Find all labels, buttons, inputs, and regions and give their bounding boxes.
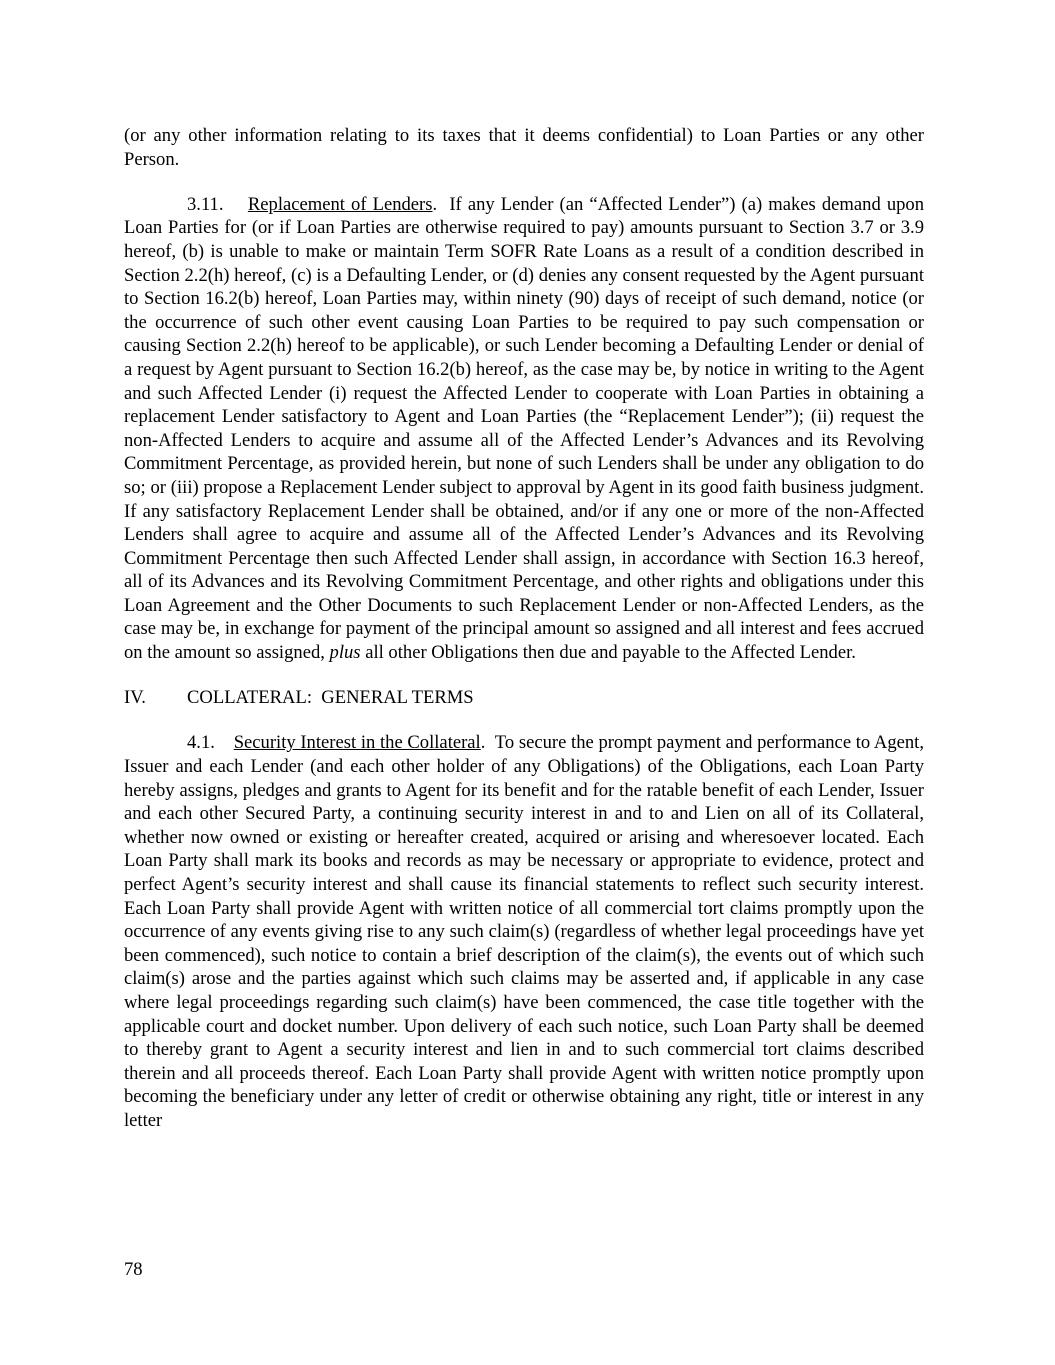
article-iv-title: COLLATERAL: GENERAL TERMS xyxy=(187,687,474,709)
article-iv-heading xyxy=(124,686,924,710)
page-number: 78 xyxy=(124,1259,143,1280)
continuation-paragraph: (or any other information relating to its taxes that it deems confidential) to Loan Parties or any other Person. xyxy=(124,125,924,170)
section-4-1-heading-punct: . xyxy=(480,732,486,754)
section-4-1-paragraph xyxy=(124,731,924,1132)
section-3-11-number: 3.11. xyxy=(187,193,224,215)
section-3-11-heading-punct: . xyxy=(432,193,438,215)
section-4-1-number: 4.1. xyxy=(187,732,215,754)
document-page xyxy=(124,124,924,1154)
section-3-11-body-part2: all other Obligations then due and payable to the Affected Lender. xyxy=(365,642,856,664)
section-3-11-heading: Replacement of Lenders xyxy=(247,193,433,215)
section-3-11-body-part1: If any Lender (an “Affected Lender”) (a) makes demand upon Loan Parties for (or if Loan Parties are otherwise required to pay) amounts pursuant to Section 3.7 or 3.9 hereof, (b) is unable to make or maintain Term SOFR Rate Loans as a result of a condition described in Section 2.2(h) hereof, (c) is a Defaulting Lender, or (d) denies any consent requested by the Agent pursuant to Section 16.2(b) hereof, Loan Parties may, within ninety (90) days of receipt of such demand, notice (or the occurrence of such other event causing Loan Parties to be required to pay such compensation or causing Section 2.2(h) hereof to be applicable), or such Lender becoming a Defaulting Lender or denial of a request by Agent pursuant to Section 16.2(b) hereof, as the case may be, by notice in writing to the Agent and such Affected Lender (i) request the Affected Lender to cooperate with Loan Parties in obtaining a replacement Lender satisfactory to Agent and Loan Parties (the “Replacement Lender”); (ii) request the non-Affected Lenders to acquire and assume all of the Affected Lender’s Advances and its Revolving Commitment Percentage, as provided herein, but none of such Lenders shall be under any obligation to do so; or (iii) propose a Replacement Lender subject to approval by Agent in its good faith business judgment. If any satisfactory Replacement Lender shall be obtained, and/or if any one or more of the non-Affected Lenders shall agree to acquire and assume all of the Affected Lender’s Advances and its Revolving Commitment Percentage then such Affected Lender shall assign, in accordance with Section 16.3 hereof, all of its Advances and its Revolving Commitment Percentage, and other rights and obligations under this Loan Agreement and the Other Documents to such Replacement Lender or non-Affected Lenders, as the case may be, in exchange for payment of the principal amount so assigned and all interest and fees accrued on the amount so assigned, xyxy=(124,193,925,664)
article-iv-numeral: IV. xyxy=(124,687,146,709)
section-3-11-body-italic: plus xyxy=(329,642,361,664)
section-4-1-body: To secure the prompt payment and performance to Agent, Issuer and each Lender (and each other holder of any Obligations) of the Obligations, each Loan Party hereby assigns, pledges and grants to Agent for its benefit and for the ratable benefit of each Lender, Issuer and each other Secured Party, a continuing security interest in and to and Lien on all of its Collateral, whether now owned or existing or hereafter created, acquired or arising and wheresoever located. Each Loan Party shall mark its books and records as may be necessary or appropriate to evidence, protect and perfect Agent’s security interest and shall cause its financial statements to reflect such security interest. Each Loan Party shall provide Agent with written notice of all commercial tort claims promptly upon the occurrence of any events giving rise to any such claim(s) (regardless of whether legal proceedings have yet been commenced), such notice to contain a brief description of the claim(s), the events out of which such claim(s) arose and the parties against which such claims may be asserted and, if applicable in any case where legal proceedings regarding such claim(s) have been commenced, the case title together with the applicable court and docket number. Upon delivery of each such notice, such Loan Party shall be deemed to thereby grant to Agent a security interest and lien in and to such commercial tort claims described therein and all proceeds thereof. Each Loan Party shall provide Agent with written notice promptly upon becoming the beneficiary under any letter of credit or otherwise obtaining any right, title or interest in any letter xyxy=(124,732,924,1131)
section-3-11-paragraph xyxy=(124,193,924,665)
section-4-1-heading: Security Interest in the Collateral xyxy=(233,732,481,754)
